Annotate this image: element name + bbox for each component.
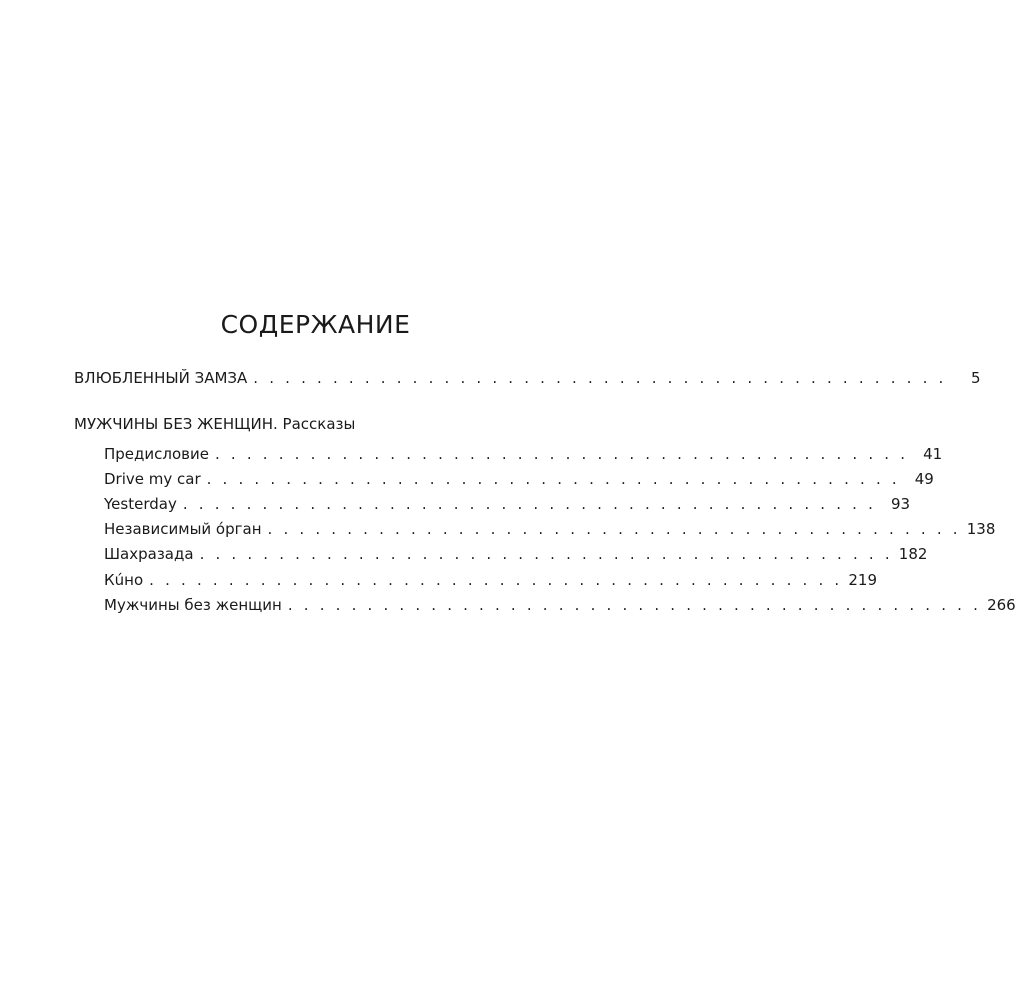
toc-entry-page: 138	[966, 520, 996, 538]
toc-entry-label: ВЛЮБЛЕННЫЙ ЗАМЗА	[74, 369, 248, 387]
toc-entry-page: 49	[914, 470, 934, 488]
toc-entry	[104, 494, 911, 514]
leader-dots: . . . . . . . . . . . . . . . . . . . . . . . . . . . . . . . . . . . . . . . . . . . .	[199, 545, 893, 563]
toc-entry-label: Предисловие	[104, 445, 209, 463]
leader-dots: . . . . . . . . . . . . . . . . . . . . . . . . . . . . . . . . . . . . . . . . . . . .	[182, 495, 877, 513]
toc-entry-page: 93	[890, 495, 911, 513]
toc-section-title: МУЖЧИНЫ БЕЗ ЖЕНЩИН. Рассказы	[74, 415, 356, 433]
toc-entry	[104, 570, 878, 590]
toc-entry-label: Yesterday	[104, 495, 177, 513]
toc-entry-page: 266	[987, 596, 1016, 614]
toc-entry-page: 5	[970, 369, 981, 387]
toc-entry-page: 41	[923, 445, 943, 463]
toc-entry	[104, 544, 928, 564]
toc-entry-page: 182	[898, 545, 928, 563]
leader-dots: . . . . . . . . . . . . . . . . . . . . . . . . . . . . . . . . . . . . . . . . . . . .	[206, 470, 900, 488]
toc-entry-page: 219	[848, 571, 878, 589]
toc-entry-label: Кúно	[104, 571, 144, 589]
leader-dots: . . . . . . . . . . . . . . . . . . . . . . . . . . . . . . . . . . . . . . . . . . . .	[214, 445, 909, 463]
leader-dots: . . . . . . . . . . . . . . . . . . . . . . . . . . . . . . . . . . . . . . . . . . . .	[253, 369, 947, 387]
toc-title: СОДЕРЖАНИЕ	[220, 310, 411, 339]
leader-dots: . . . . . . . . . . . . . . . . . . . . . . . . . . . . . . . . . . . . . . . . . . . .	[287, 596, 982, 614]
toc-entry-label: Независимый óрган	[104, 520, 262, 538]
toc-entry	[104, 595, 1016, 615]
toc-entry-label: Мужчины без женщин	[104, 596, 282, 614]
leader-dots: . . . . . . . . . . . . . . . . . . . . . . . . . . . . . . . . . . . . . . . . . . . .	[267, 520, 961, 538]
toc-entry-label: Drive my car	[104, 470, 201, 488]
toc-entry	[104, 444, 943, 464]
toc-entry-label: Шахразада	[104, 545, 194, 563]
toc-entry	[104, 469, 934, 489]
leader-dots: . . . . . . . . . . . . . . . . . . . . . . . . . . . . . . . . . . . . . . . . . . . .	[149, 571, 843, 589]
toc-entry	[104, 519, 996, 539]
toc-entry	[74, 368, 981, 388]
